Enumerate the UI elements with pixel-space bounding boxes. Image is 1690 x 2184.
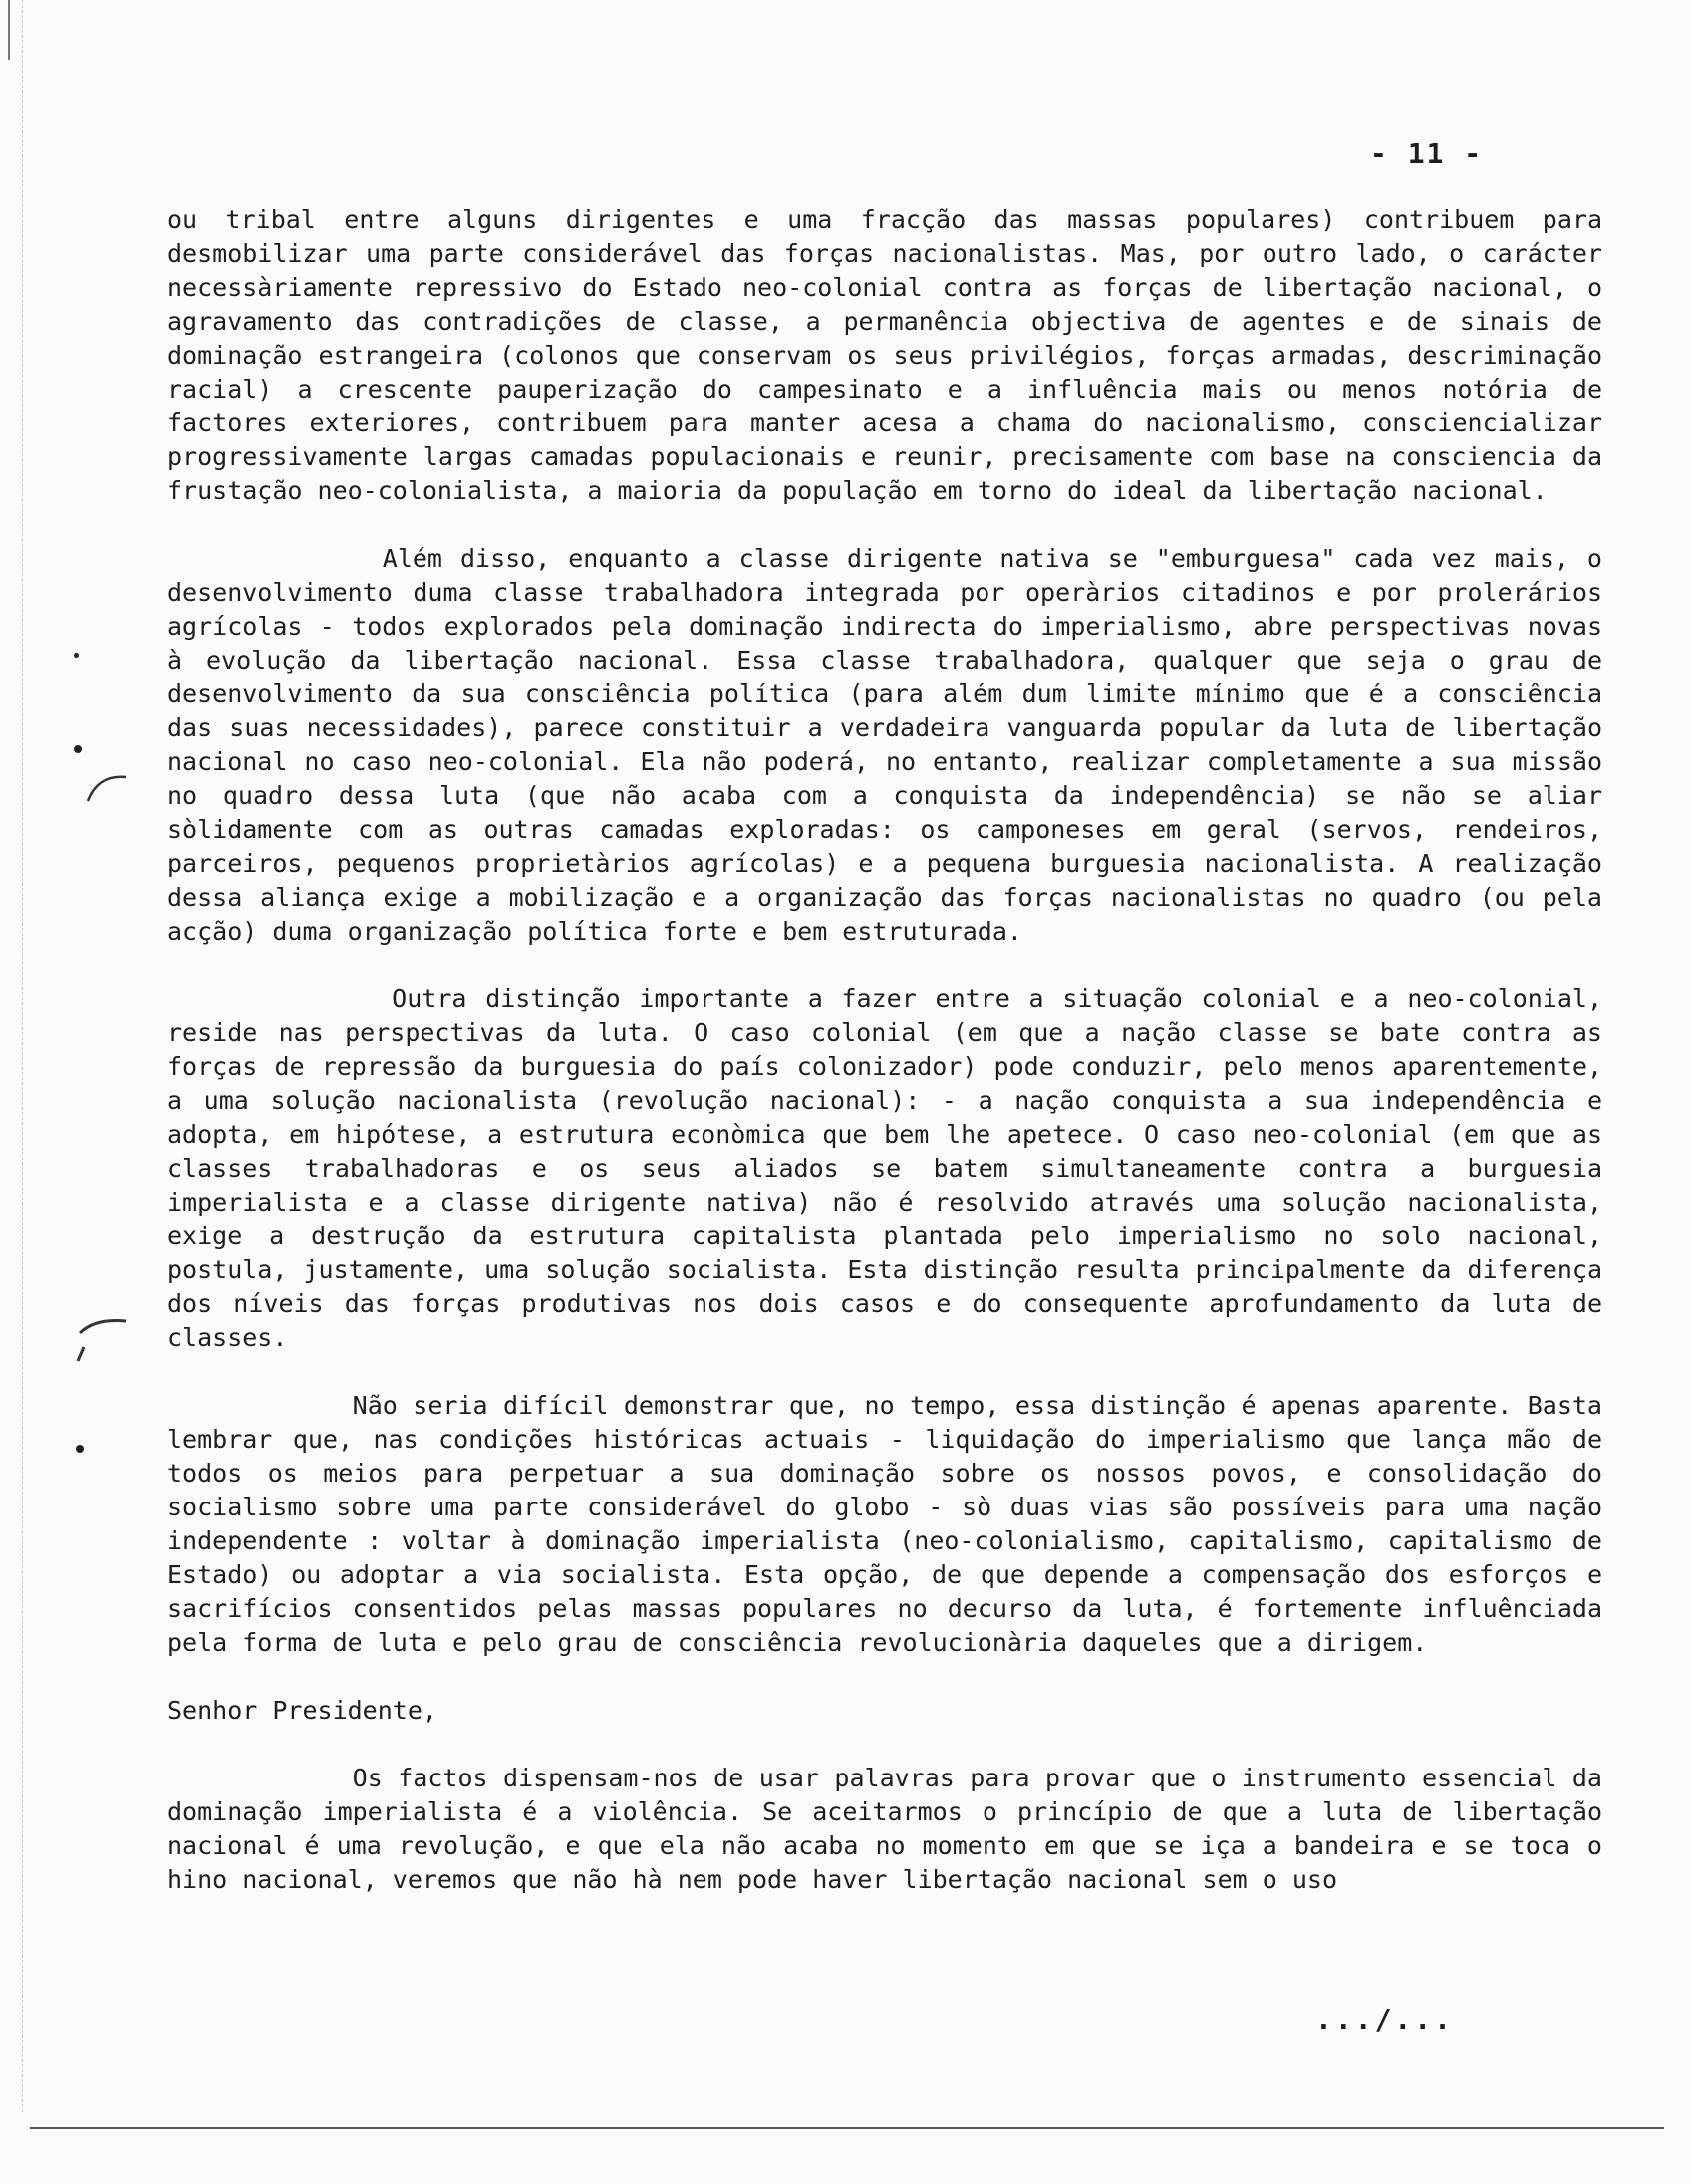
handwritten-margin-mark (70, 1305, 134, 1365)
continuation-mark: .../... (1315, 2003, 1455, 2036)
binding-edge (8, 0, 10, 60)
handwritten-margin-mark (80, 767, 140, 807)
margin-dot (74, 653, 79, 658)
page-number: - 11 - (1370, 137, 1484, 170)
margin-dot (76, 1445, 84, 1453)
bottom-edge (30, 2127, 1664, 2129)
paragraph-2: Além disso, enquanto a classe dirigente nativa se "emburguesa" cada vez mais, o desenvolvimento duma classe trabalhadora integrada por operàrios citadinos e por prolerários agrícolas - todos explorados pela dominação indirecta do imperialismo, abre perspectivas novas à evolução da libertação nacional. Essa classe trabalhadora, qualquer que seja o grau de desenvolvimento da sua consciência política (para além dum limite mínimo que é a consciência das suas necessidades), parece constituir a verdadeira vanguarda popular da luta de libertação nacional no caso neo-colonial. Ela não poderá, no entanto, realizar completamente a sua missão no quadro dessa luta (que não acaba com a conquista da independência) se não se aliar sòlidamente com as outras camadas exploradas: os camponeses em geral (servos, rendeiros, parceiros, pequenos proprietàrios agrícolas) e a pequena burguesia nacionalista. A realização dessa aliança exige a mobilização e a organização das forças nacionalistas no quadro (ou pela acção) duma organização política forte e bem estruturada. (167, 544, 1618, 946)
paragraph-3: Outra distinção importante a fazer entre a situação colonial e a neo-colonial, reside nas perspectivas da luta. O caso colonial (em que a nação classe se bate contra as forças de repressão da burguesia do país colonizador) pode conduzir, pelo menos aparentemente, a uma solução nacionalista (revolução nacional): - a nação conquista a sua independência e adopta, em hipótese, a estrutura econòmica que bem lhe apetece. O caso neo-colonial (em que as classes trabalhadoras e os seus aliados se batem simultaneamente contra a burguesia imperialista e a classe dirigente nativa) não é resolvido através uma solução nacionalista, exige a destrução da estrutura capitalista plantada pelo imperialismo no solo nacional, postula, justamente, uma solução socialista. Esta distinção resulta principalmente da diferença dos níveis das forças produtivas nos dois casos e do consequente aprofundamento da luta de classes. (167, 984, 1618, 1352)
paragraph-4: Não seria difícil demonstrar que, no tempo, essa distinção é apenas aparente. Basta lembrar que, nas condições históricas actuais - liquidação do imperialismo que lança mão de todos os meios para perpetuar a sua dominação sobre os nossos povos, e consolidação do socialismo sobre uma parte considerável do globo - sò duas vias são possíveis para uma nação independente : voltar à dominação imperialista (neo-colonialismo, capitalismo, capitalismo de Estado) ou adoptar a via socialista. Esta opção, de que depende a compensação dos esforços e sacrifícios consentidos pelas massas populares no decurso da luta, é fortemente influênciada pela forma de luta e pelo grau de consciência revolucionària daqueles que a dirigem. (167, 1391, 1618, 1657)
paragraph-1: ou tribal entre alguns dirigentes e uma fracção das massas populares) contribuem para desmobilizar uma parte considerável das forças nacionalistas. Mas, por outro lado, o carácter necessàriamente repressivo do Estado neo-colonial contra as forças de libertação nacional, o agravamento das contradições de classe, a permanência objectiva de agentes e de sinais de dominação estrangeira (colonos que conservam os seus privilégios, forças armadas, descriminação racial) a crescente pauperização do campesinato e a influência mais ou menos notória de factores exteriores, contribuem para manter acesa a chama do nacionalismo, consciencializar progressivamente largas camadas populacionais e reunir, precisamente com base na consciencia da frustação neo-colonialista, a maioria da população em torno do ideal da libertação nacional. (167, 205, 1618, 505)
body-text (167, 203, 1618, 1897)
salutation: Senhor Presidente, (167, 1696, 437, 1725)
left-margin-rule (22, 0, 23, 2112)
margin-dot (74, 745, 82, 753)
paragraph-5: Os factos dispensam-nos de usar palavras para provar que o instrumento essencial da dominação imperialista é a violência. Se aceitarmos o princípio de que a luta de libertação nacional é uma revolução, e que ela não acaba no momento em que se iça a bandeira e se toca o hino nacional, veremos que não hà nem pode haver libertação nacional sem o uso (167, 1764, 1618, 1894)
